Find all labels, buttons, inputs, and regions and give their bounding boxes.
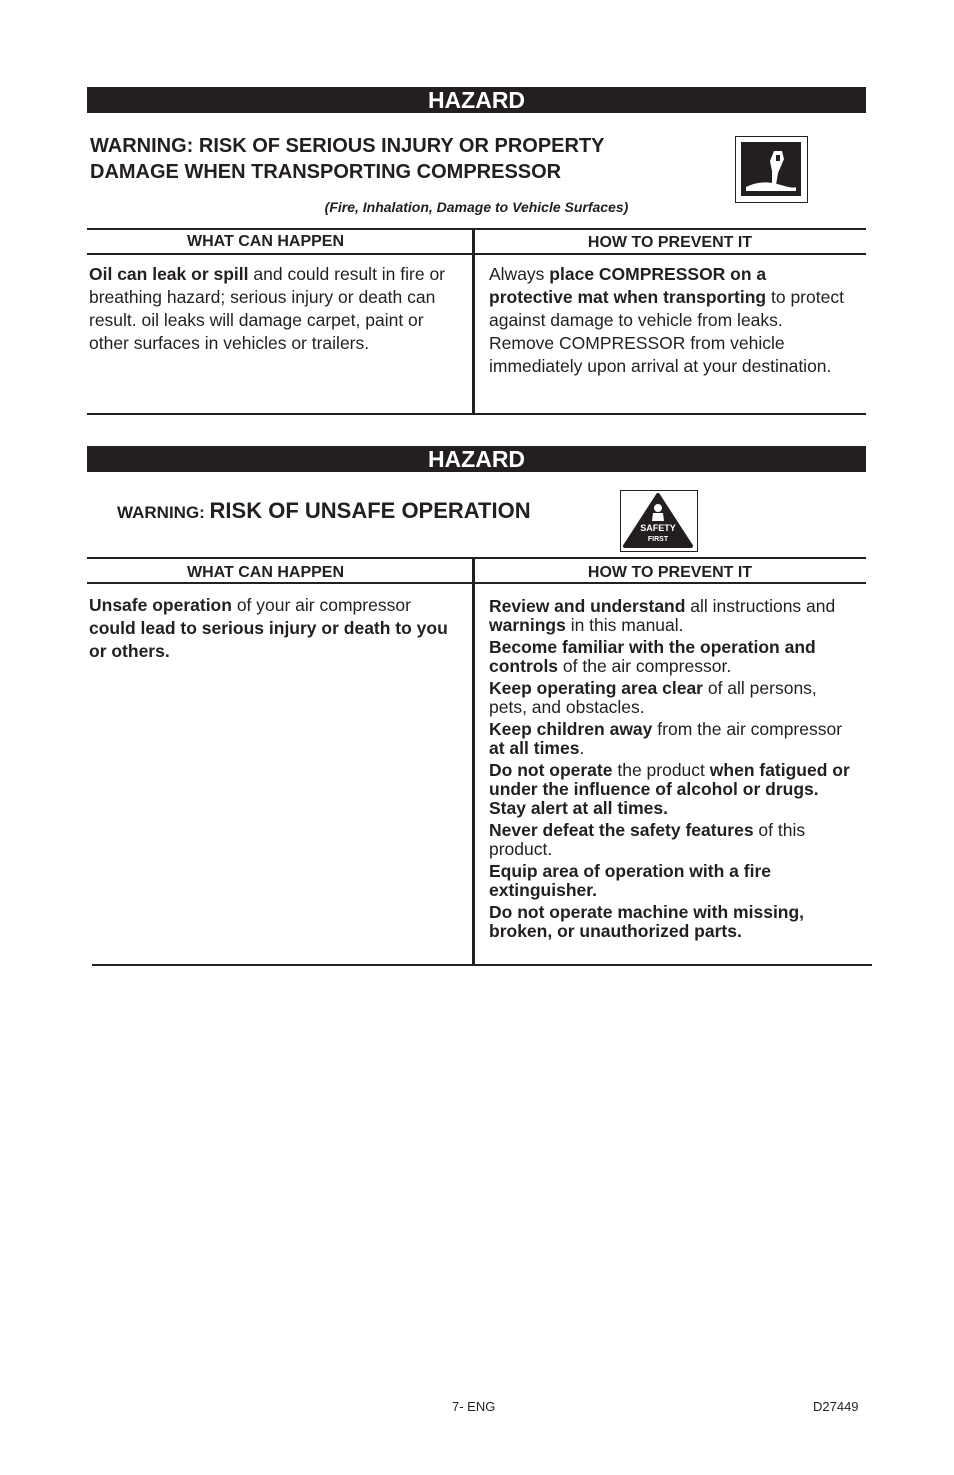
list-item: Keep children away from the air compressor at all times. xyxy=(489,719,843,758)
column-divider xyxy=(472,230,475,414)
page-number: 7- ENG xyxy=(452,1399,496,1414)
hazard-banner: HAZARD xyxy=(87,87,866,113)
hazard-subtitle: (Fire, Inhalation, Damage to Vehicle Surfaces) xyxy=(324,199,629,215)
list-item: Equip area of operation with a fire extinguisher. xyxy=(489,861,771,900)
col-how-to-prevent-2: HOW TO PREVENT IT xyxy=(587,564,753,581)
warning-line-2: DAMAGE WHEN TRANSPORTING COMPRESSOR xyxy=(90,161,562,183)
svg-text:FIRST: FIRST xyxy=(647,536,669,543)
col-what-can-happen: WHAT CAN HAPPEN xyxy=(186,233,345,250)
warning-line-1: WARNING: RISK OF SERIOUS INJURY OR PROPERTY xyxy=(90,135,605,157)
oil-spill-icon xyxy=(735,136,808,203)
list-item: Do not operate the product when fatigued or under the influence of alcohol or drugs. Stay alert at all times. xyxy=(489,760,850,818)
svg-text:SAFETY: SAFETY xyxy=(640,523,676,533)
warning-title-2: WARNING: RISK OF UNSAFE OPERATION xyxy=(117,498,531,523)
col-how-to-prevent: HOW TO PREVENT IT xyxy=(587,234,753,251)
prevention-description: Always place COMPRESSOR on a protective mat when transporting to protect against damage to vehicle from leaks. Remove COMPRESSOR from vehicle immediately upon arrival at your destination. xyxy=(489,264,844,376)
hazard-description-2: Unsafe operation of your air compressor could lead to serious injury or death to you or others. xyxy=(89,595,448,661)
table-top-rule xyxy=(87,228,866,230)
list-item: Do not operate machine with missing, broken, or unauthorized parts. xyxy=(489,902,805,941)
safety-first-icon xyxy=(620,490,698,552)
list-item: Keep operating area clear of all persons, pets, and obstacles. xyxy=(489,678,817,717)
warning-title xyxy=(90,133,605,185)
list-item: Review and understand all instructions and warnings in this manual. xyxy=(489,596,836,635)
document-code: D27449 xyxy=(813,1399,859,1414)
table-bottom-rule xyxy=(87,413,866,415)
header-rule xyxy=(87,253,866,255)
table-top-rule-2 xyxy=(87,557,866,559)
prevention-list xyxy=(489,597,857,944)
hazard-description: Oil can leak or spill and could result in fire or breathing hazard; serious injury or death can result. oil leaks will damage carpet, paint or other surfaces in vehicles or trailers. xyxy=(89,264,446,353)
header-rule-2 xyxy=(87,582,866,584)
column-divider-2 xyxy=(472,559,475,966)
hazard-banner-2: HAZARD xyxy=(87,446,866,472)
table-bottom-rule-2 xyxy=(92,964,872,966)
col-what-can-happen-2: WHAT CAN HAPPEN xyxy=(186,564,345,581)
list-item: Never defeat the safety features of this product. xyxy=(489,820,806,859)
list-item: Become familiar with the operation and controls of the air compressor. xyxy=(489,637,816,676)
